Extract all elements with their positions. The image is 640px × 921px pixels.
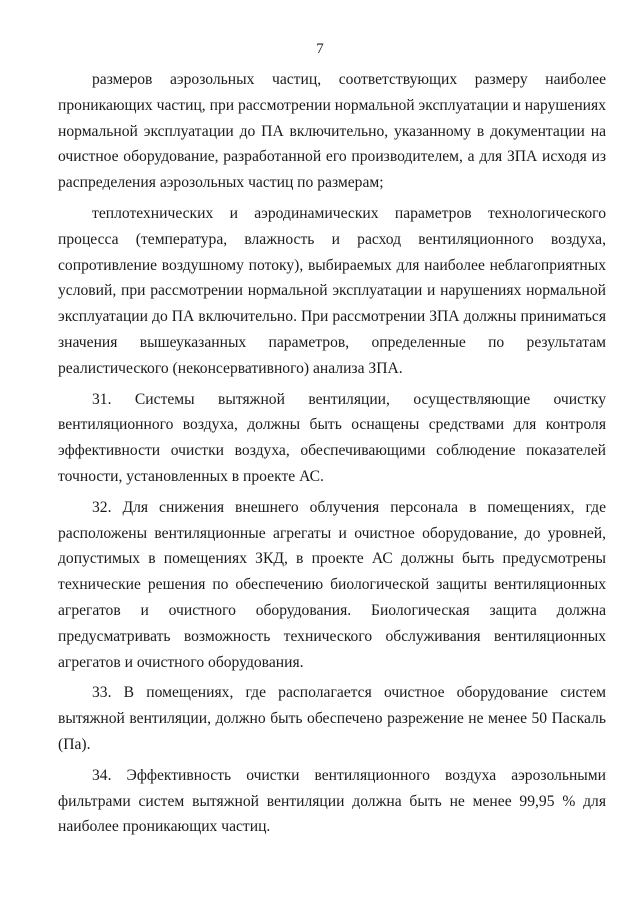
paragraph-item-32: 32. Для снижения внешнего облучения персонала в помещениях, где расположены вентиляционные агрегаты и очистное оборудование, до уровней, допустимых в помещениях ЗКД, в проекте АС должны быть предусмотрены технические решения по обеспечению биологической защиты вентиляционных агрегатов и очистного оборудования. Биологическая защита должна предусматривать возможность технического обслуживания вентиляционных агрегатов и очистного оборудования.	[58, 498, 606, 671]
paragraph-item-31: 31. Системы вытяжной вентиляции, осуществляющие очистку вентиляционного воздуха, должны быть оснащены средствами для контроля эффективности очистки воздуха, обеспечивающими соблюдение показателей точности, установленных в проекте АС.	[58, 390, 606, 485]
paragraph-aerosol-sizes: размеров аэрозольных частиц, соответствующих размеру наиболее проникающих частиц, при рассмотрении нормальной эксплуатации и нарушениях нормальной эксплуатации до ПА включительно, указанному в документации на очистное оборудование, разработанной его производителем, а для ЗПА исходя из распределения аэрозольных частиц по размерам;	[58, 71, 606, 192]
paragraph-item-34: 34. Эффективность очистки вентиляционного воздуха аэрозольными фильтрами систем вытяжной вентиляции должна быть не менее 99,95 % для наиболее проникающих частиц.	[58, 766, 606, 836]
document-body	[58, 67, 606, 840]
page-number: 7	[316, 41, 324, 57]
paragraph-item-33: 33. В помещениях, где располагается очистное оборудование систем вытяжной вентиляции, должно быть обеспечено разрежение не менее 50 Паскаль (Па).	[58, 684, 606, 753]
paragraph-process-parameters: теплотехнических и аэродинамических параметров технологического процесса (температура, влажность и расход вентиляционного воздуха, сопротивление воздушному потоку), выбираемых для наиболее неблагоприятных условий, при рассмотрении нормальной эксплуатации и нарушениях нормальной эксплуатации до ПА включительно. При рассмотрении ЗПА должны приниматься значения вышеуказанных параметров, определенные по результатам реалистического (неконсервативного) анализа ЗПА.	[58, 204, 606, 377]
